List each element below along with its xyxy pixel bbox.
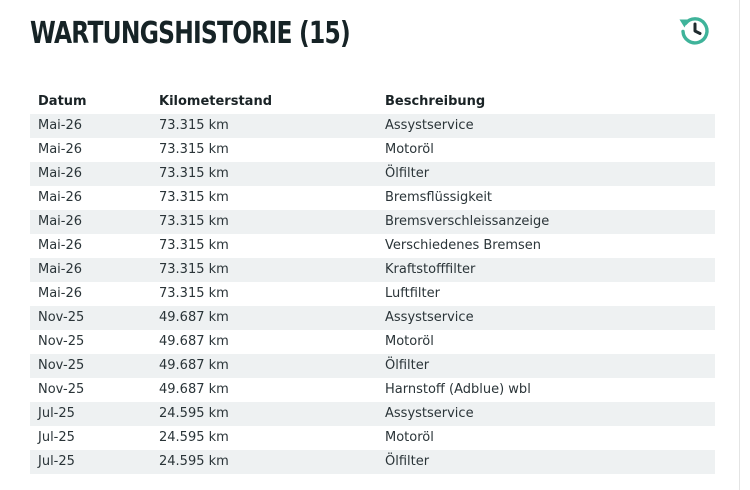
row-km: 49.687 km — [159, 334, 229, 349]
header-km: Kilometerstand — [159, 94, 273, 109]
row-km: 73.315 km — [159, 214, 229, 229]
table-row — [30, 282, 715, 306]
history-icon[interactable] — [676, 11, 714, 49]
table-row — [30, 450, 715, 474]
row-description: Motoröl — [385, 334, 434, 349]
row-km: 73.315 km — [159, 166, 229, 181]
table-row — [30, 114, 715, 138]
page-title: WARTUNGSHISTORIE (15) — [30, 16, 350, 51]
row-date: Nov-25 — [38, 310, 85, 325]
row-km: 73.315 km — [159, 190, 229, 205]
row-date: Mai-26 — [38, 262, 83, 277]
row-description: Ölfilter — [385, 454, 430, 469]
row-description: Assystservice — [385, 406, 474, 421]
row-description: Ölfilter — [385, 166, 430, 181]
row-description: Bremsverschleissanzeige — [385, 214, 550, 229]
row-date: Mai-26 — [38, 286, 83, 301]
row-date: Jul-25 — [38, 430, 75, 445]
table-row — [30, 234, 715, 258]
table-row — [30, 426, 715, 450]
table-row — [30, 378, 715, 402]
row-description: Harnstoff (Adblue) wbl — [385, 382, 531, 397]
row-date: Nov-25 — [38, 382, 85, 397]
table-row — [30, 138, 715, 162]
row-km: 24.595 km — [159, 430, 229, 445]
maintenance-table — [30, 90, 715, 474]
row-date: Mai-26 — [38, 166, 83, 181]
row-km: 24.595 km — [159, 454, 229, 469]
row-date: Mai-26 — [38, 214, 83, 229]
row-description: Verschiedenes Bremsen — [385, 238, 542, 253]
row-km: 49.687 km — [159, 382, 229, 397]
row-km: 73.315 km — [159, 262, 229, 277]
table-row — [30, 306, 715, 330]
table-row — [30, 354, 715, 378]
row-km: 73.315 km — [159, 118, 229, 133]
row-km: 49.687 km — [159, 358, 229, 373]
row-description: Ölfilter — [385, 358, 430, 373]
row-date: Nov-25 — [38, 334, 85, 349]
header-date: Datum — [38, 94, 87, 109]
row-date: Jul-25 — [38, 454, 75, 469]
row-description: Motoröl — [385, 430, 434, 445]
header-description: Beschreibung — [385, 94, 486, 109]
row-date: Nov-25 — [38, 358, 85, 373]
row-description: Luftfilter — [385, 286, 440, 301]
row-km: 24.595 km — [159, 406, 229, 421]
table-header-row — [30, 90, 715, 114]
table-row — [30, 402, 715, 426]
table-row — [30, 258, 715, 282]
row-description: Motoröl — [385, 142, 434, 157]
row-description: Kraftstofffilter — [385, 262, 476, 277]
table-row — [30, 210, 715, 234]
row-date: Mai-26 — [38, 190, 83, 205]
row-description: Bremsflüssigkeit — [385, 190, 493, 205]
row-description: Assystservice — [385, 310, 474, 325]
row-date: Mai-26 — [38, 238, 83, 253]
row-km: 73.315 km — [159, 142, 229, 157]
row-date: Mai-26 — [38, 118, 83, 133]
row-date: Mai-26 — [38, 142, 83, 157]
row-km: 73.315 km — [159, 238, 229, 253]
table-row — [30, 162, 715, 186]
table-row — [30, 186, 715, 210]
row-km: 49.687 km — [159, 310, 229, 325]
table-row — [30, 330, 715, 354]
row-date: Jul-25 — [38, 406, 75, 421]
row-description: Assystservice — [385, 118, 474, 133]
row-km: 73.315 km — [159, 286, 229, 301]
